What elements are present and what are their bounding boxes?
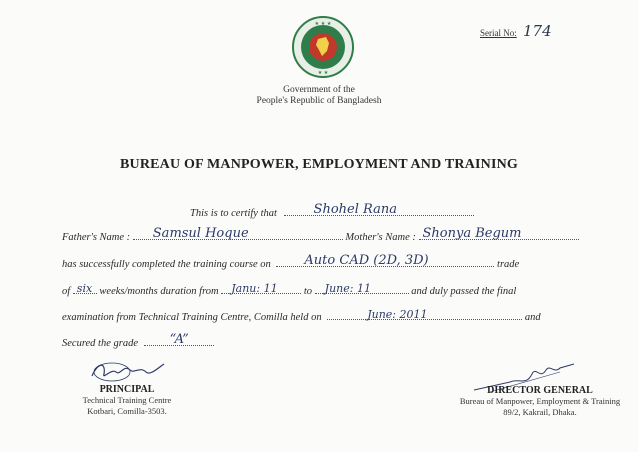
grade-field <box>144 332 214 347</box>
duration-field <box>73 282 97 295</box>
trade-word: trade <box>497 259 520 270</box>
director-title: DIRECTOR GENERAL <box>487 385 593 396</box>
principal-line-2: Kotbari, Comilla-3503. <box>87 406 167 416</box>
director-block <box>450 385 630 418</box>
duration-value: six <box>76 282 93 295</box>
grade-label: Secured the grade <box>62 338 139 349</box>
principal-title: PRINCIPAL <box>99 384 155 395</box>
grade-value: “A” <box>169 332 189 347</box>
exam-line <box>62 308 541 323</box>
government-seal-icon <box>291 15 355 79</box>
course-name: Auto CAD (2D, 3D) <box>304 253 429 268</box>
father-field <box>133 226 343 241</box>
from-date: Janu: 11 <box>231 282 278 295</box>
to-date: June: 11 <box>324 282 371 295</box>
from-date-field <box>221 282 301 295</box>
government-line-2: People's Republic of Bangladesh <box>256 96 382 106</box>
parents-line <box>62 226 579 243</box>
and-word: and <box>524 312 541 323</box>
grade-line <box>62 332 214 349</box>
to-date-field <box>315 282 409 295</box>
of-word: of <box>62 286 71 297</box>
serial-value: 174 <box>523 22 552 40</box>
mother-field <box>419 226 579 241</box>
serial-number <box>480 22 552 40</box>
passed-text: and duly passed the final <box>411 286 517 297</box>
held-date-field <box>327 308 522 321</box>
principal-signature <box>88 358 168 384</box>
svg-text:★ ★: ★ ★ <box>317 70 329 76</box>
name-field <box>284 202 474 217</box>
principal-line-1: Technical Training Centre <box>82 395 172 405</box>
student-name: Shohel Rana <box>313 202 397 217</box>
course-field <box>276 253 494 268</box>
held-date: June: 2011 <box>367 308 428 321</box>
principal-block <box>42 384 212 417</box>
father-name: Samsul Hoque <box>152 226 249 241</box>
duration-text: weeks/months duration from <box>99 286 219 297</box>
mother-name: Shonya Begum <box>422 226 522 241</box>
mother-label: Mother's Name : <box>345 232 416 243</box>
certify-line <box>190 202 474 219</box>
course-prefix: has successfully completed the training course on <box>62 259 271 270</box>
course-line <box>62 253 520 270</box>
exam-text: examination from Technical Training Centre, Comilla held on <box>62 312 322 323</box>
svg-text:★ ★ ★: ★ ★ ★ <box>314 21 332 27</box>
serial-label: Serial No: <box>480 28 517 38</box>
bureau-title: BUREAU OF MANPOWER, EMPLOYMENT AND TRAINING <box>119 157 519 172</box>
father-label: Father's Name : <box>62 232 131 243</box>
director-line-2: 89/2, Kakrail, Dhaka. <box>503 407 577 417</box>
director-line-1: Bureau of Manpower, Employment & Training <box>459 396 621 406</box>
government-line-1: Government of the <box>283 85 355 95</box>
to-word: to <box>303 286 313 297</box>
duration-line <box>62 282 517 297</box>
certify-prefix: This is to certify that <box>190 208 277 219</box>
